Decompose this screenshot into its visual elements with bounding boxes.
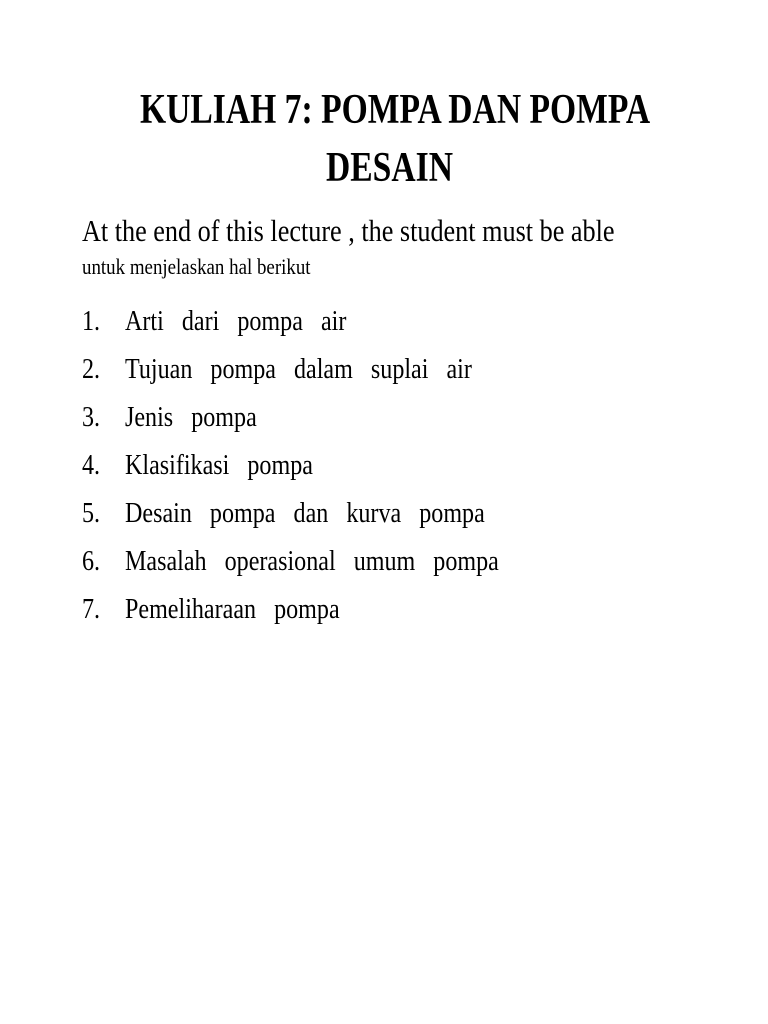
list-item (82, 542, 499, 582)
list-item (82, 398, 257, 438)
list-item-text: Pemeliharaan pompa (125, 594, 340, 625)
page-title-line-1: KULIAH 7: POMPA DAN POMPA (140, 87, 651, 133)
list-item-number: 7. (82, 594, 101, 625)
list-item-number: 6. (82, 546, 101, 577)
list-item (82, 302, 346, 342)
list-item (82, 350, 472, 390)
intro-text-line-2: untuk menjelaskan hal berikut (82, 254, 311, 279)
list-item-number: 2. (82, 354, 101, 385)
list-item-number: 1. (82, 306, 101, 337)
list-item-number: 4. (82, 450, 101, 481)
list-item-number: 3. (82, 402, 101, 433)
page-title-line-2: DESAIN (326, 145, 453, 191)
list-item-text: Jenis pompa (125, 402, 257, 433)
list-item (82, 446, 313, 486)
list-item-text: Klasifikasi pompa (125, 450, 313, 481)
list-item-text: Arti dari pompa air (125, 306, 347, 337)
list-item-number: 5. (82, 498, 101, 529)
list-item-text: Tujuan pompa dalam suplai air (125, 354, 472, 385)
intro-text-line-1: At the end of this lecture , the student must be able (82, 213, 615, 248)
list-item-text: Desain pompa dan kurva pompa (125, 498, 485, 529)
list-item (82, 590, 340, 630)
list-item-text: Masalah operasional umum pompa (125, 546, 499, 577)
list-item (82, 494, 485, 534)
